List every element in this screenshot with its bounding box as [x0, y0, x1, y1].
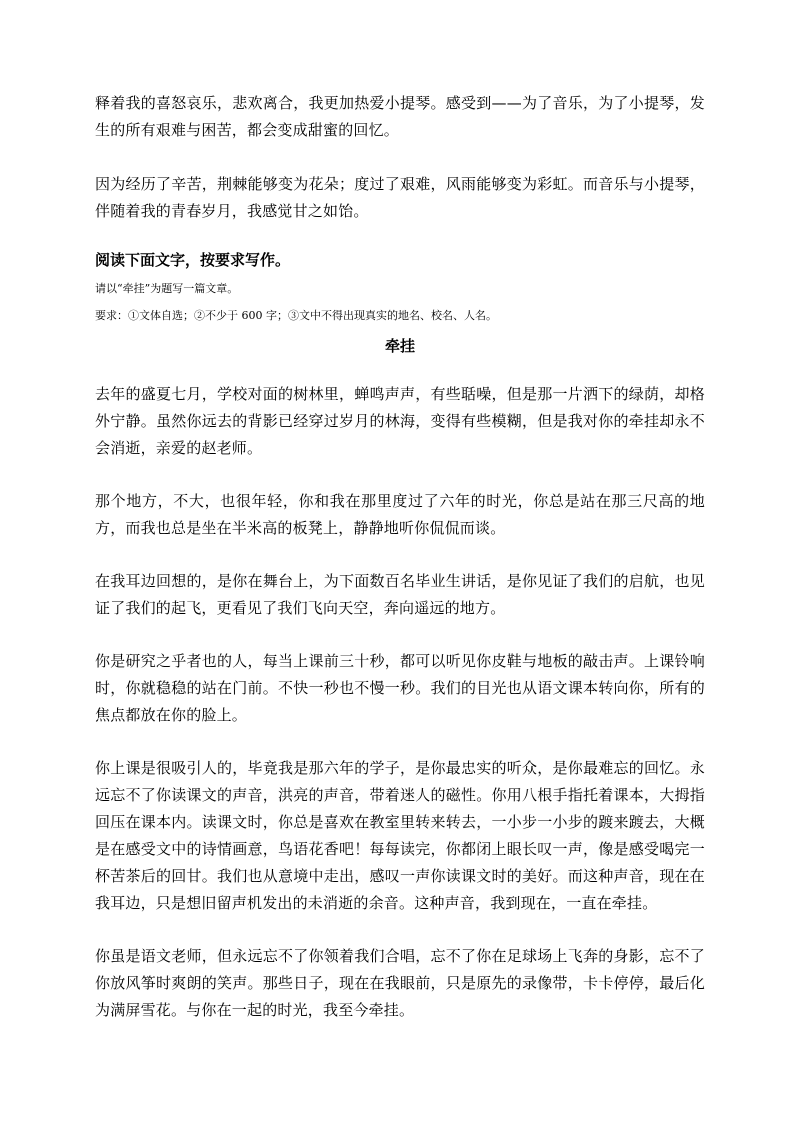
- essay-paragraph-5: 你上课是很吸引人的，毕竟我是那六年的学子，是你最忠实的听众，是你最难忘的回忆。永远忘不了你读课文的声音，洪亮的声音，带着迷人的磁性。你用八根手指托着课本，大拇指回压在课本内。读课文时，你总是喜欢在教室里转来转去，一小步一小步的踱来踱去，大概是在感受文中的诗情画意，鸟语花香吧！每每读完，你都闭上眼长叹一声，像是感受喝完一杯苦茶后的回甘。我们也从意境中走出，感叹一声你读课文时的美好。而这种声音，现在在我耳边，只是想旧留声机发出的未消逝的余音。这种声音，我到现在，一直在牵挂。: [95, 759, 705, 912]
- task-heading: 阅读下面文字，按要求写作。: [95, 251, 291, 269]
- intro-paragraph-1: 释着我的喜怒哀乐，悲欢离合，我更加热爱小提琴。感受到——为了音乐，为了小提琴，发生的所有艰难与困苦，都会变成甜蜜的回忆。: [95, 94, 705, 139]
- essay-paragraph-3: 在我耳边回想的，是你在舞台上，为下面数百名毕业生讲话，是你见证了我们的启航，也见证了我们的起飞，更看见了我们飞向天空，奔向遥远的地方。: [95, 572, 705, 617]
- task-requirements: 要求：①文体自选；②不少于 600 字；③文中不得出现真实的地名、校名、人名。: [95, 309, 497, 322]
- task-prompt: 请以“牵挂”为题写一篇文章。: [95, 282, 239, 295]
- essay-paragraph-1: 去年的盛夏七月，学校对面的树林里，蝉鸣声声，有些聒噪，但是那一片洒下的绿荫，却格外宁静。虽然你远去的背影已经穿过岁月的林海，变得有些模糊，但是我对你的牵挂却永不会消逝，亲爱的赵老师。: [95, 385, 705, 457]
- essay-paragraph-4: 你是研究之乎者也的人，每当上课前三十秒，都可以听见你皮鞋与地板的敲击声。上课铃响时，你就稳稳的站在门前。不快一秒也不慢一秒。我们的目光也从语文课本转向你，所有的焦点都放在你的脸上。: [95, 652, 705, 724]
- essay-paragraph-6: 你虽是语文老师，但永远忘不了你领着我们合唱，忘不了你在足球场上飞奔的身影，忘不了你放风筝时爽朗的笑声。那些日子，现在在我眼前，只是原先的录像带，卡卡停停，最后化为满屏雪花。与你在一起的时光，我至今牵挂。: [95, 947, 705, 1019]
- essay-paragraph-2: 那个地方，不大，也很年轻，你和我在那里度过了六年的时光，你总是站在那三尺高的地方，而我也总是坐在半米高的板凳上，静静地听你侃侃而谈。: [95, 492, 705, 537]
- intro-paragraph-2: 因为经历了辛苦，荆棘能够变为花朵；度过了艰难，风雨能够变为彩虹。而音乐与小提琴，伴随着我的青春岁月，我感觉甘之如饴。: [95, 175, 705, 220]
- essay-title: 牵挂: [384, 337, 415, 355]
